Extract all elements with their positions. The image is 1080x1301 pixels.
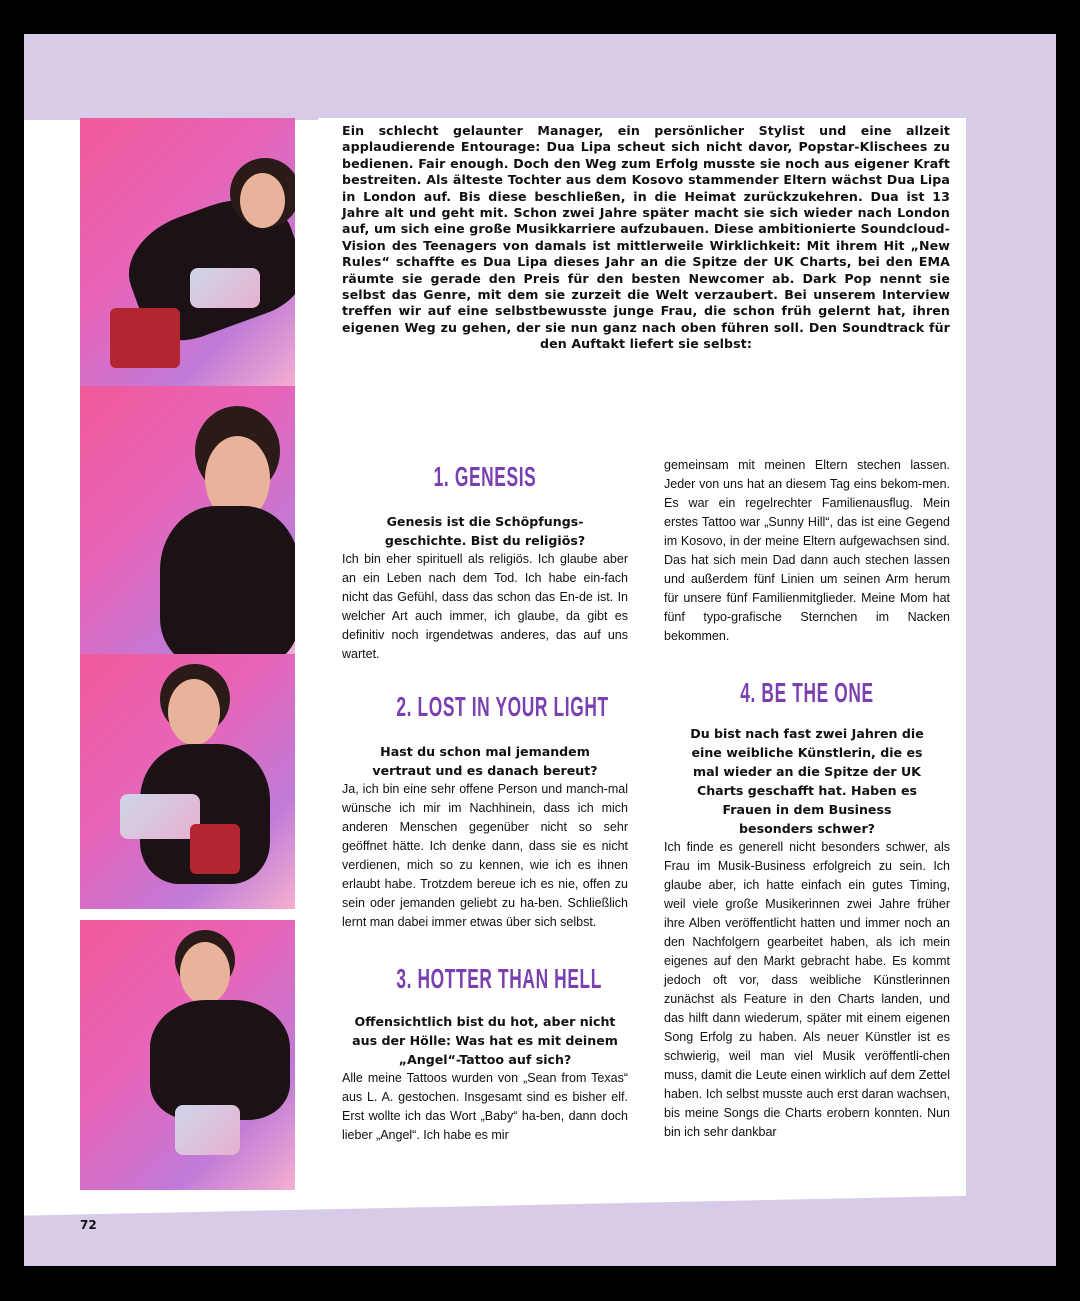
section-question: Offensichtlich bist du hot, aber nicht aus der Hölle: Was hat es mit deinem „Angel“-Tattoo auf sich? — [352, 1014, 618, 1067]
photo-1 — [80, 118, 295, 388]
photo-2 — [80, 386, 295, 656]
section-question: Du bist nach fast zwei Jahren die eine weibliche Künstlerin, die es mal wieder an die Spitze der UK Charts geschafft hat. Haben es Frauen in dem Business besonders schwer? — [690, 726, 924, 836]
section-heading-genesis: 1. GENESIS — [433, 461, 537, 492]
intro-paragraph: Ein schlecht gelaunter Manager, ein persönlicher Stylist und eine allzeit applaudierende Entourage: Dua Lipa scheut sich nicht davor, Popstar-Klischees zu bedienen. Fair enough. Doch den Weg zum Erfolg musste sie noch aus eigener Kraft bestreiten. Als älteste Tochter aus dem Kosovo stammender Eltern wächst Dua Lipa in London auf. Bis diese beschließen, in die Heimat zurückzukehren. Dua ist 13 Jahre alt und geht mit. Schon zwei Jahre später macht sie sich wieder nach London auf, um sich eine große Musikkarriere aufzubauen. Diese ambitionierte Soundcloud-Vision des Teenagers von damals ist mittlerweile Wirklichkeit: Mit ihrem Hit „New Rules“ schaffte es Dua Lipa dieses Jahr an die Spitze der UK Charts, bei den EMA räumte sie gerade den Preis für den besten Newcomer ab. Dark Pop nennt sie selbst das Genre, mit dem sie zurzeit die Welt verzaubert. Bei unserem Interview treffen wir auf eine selbstbewusste junge Frau, die schon früh gelernt hat, ihren eigenen Weg zu gehen, der sie nun ganz nach oben führen soll. Den Soundtrack für den Auftakt liefert sie selbst: — [342, 123, 950, 352]
photo-4 — [80, 920, 295, 1190]
section-answer: Ich bin eher spirituell als religiös. Ich glaube aber an ein Leben nach dem Tod. Ich habe ein-fach nicht das Gefühl, dass das schon das En-de ist. In welcher Art auch immer, ich glaube, da gibt es definitiv noch irgendetwas anderes, das auf uns wartet. — [342, 552, 628, 661]
page-number: 72 — [80, 1218, 97, 1232]
lilac-background-top — [24, 34, 1056, 120]
section-question: Genesis ist die Schöpfungs-geschichte. Bist du religiös? — [384, 514, 586, 548]
column-left — [342, 460, 628, 1145]
column-right — [664, 456, 950, 1142]
lilac-background-right — [966, 34, 1056, 1266]
section-continuation: gemeinsam mit meinen Eltern stechen lassen. Jeder von uns hat an diesem Tag eins bekom-men. Es war ein regelrechter Familienausflug. Mein erstes Tattoo war „Sunny Hill“, das ist eine Gegend im Kosovo, in der meine Eltern aufgewachsen sind. Das hat sich mein Dad dann auch stechen lassen und außerdem fünf Linien um seinen Arm herum für unsere fünf Familienmitglieder. Meine Mom hat fünf typo-grafische Sternchen im Nacken bekommen. — [664, 458, 950, 643]
section-heading-be-the-one: 4. BE THE ONE — [740, 677, 874, 708]
section-answer: Ich finde es generell nicht besonders schwer, als Frau im Musik-Business erfolgreich zu sein. Ich glaube aber, ich hatte einfach ein gutes Timing, weil viele große Musikerinnen zwei Jahre früher ihre Alben veröffentlicht hatten und immer noch an den Nachfolgern gearbeitet haben, als ich mein eigenes auf den Markt gebracht habe. Es kommt jedoch oft vor, dass weibliche Künstlerinnen zunächst als Feature in den Charts landen, und das hilft dann wiederum, später mit einem eigenen Song Erfolg zu haben. Als neuer Künstler ist es schwierig, weil man viel Musik veröffentli-chen muss, damit die Leute einen wirklich auf dem Zettel haben. Ich selbst musste auch erst daran wachsen, bis meine Songs die Charts erobern konnten. Nun bin ich sehr dankbar — [664, 840, 950, 1139]
section-heading-lost-in-your-light: 2. LOST IN YOUR LIGHT — [396, 691, 609, 722]
section-heading-hotter-than-hell: 3. HOTTER THAN HELL — [396, 963, 602, 994]
section-question: Hast du schon mal jemandem vertraut und es danach bereut? — [372, 744, 598, 778]
section-answer: Ja, ich bin eine sehr offene Person und manch-mal wünsche ich mir im Nachhinein, dass ich mich anderen Menschen gegenüber nicht so sehr geöffnet hätte. Ich denke dann, dass sie es nicht verdienen, mich so zu kennen, wie ich es ihnen erlaubt habe. Trotzdem bereue ich es nie, offen zu sein oder jemanden geliebt zu ha-ben. Schließlich lernt man dabei immer etwas über sich selbst. — [342, 782, 628, 929]
photo-3 — [80, 654, 295, 909]
section-answer: Alle meine Tattoos wurden von „Sean from Texas“ aus L. A. gestochen. Insgesamt sind es bisher elf. Erst wollte ich das Wort „Baby“ ha-ben, dann doch lieber „Angel“. Ich habe es mir — [342, 1071, 628, 1142]
lilac-background-bottom — [24, 1194, 1056, 1266]
